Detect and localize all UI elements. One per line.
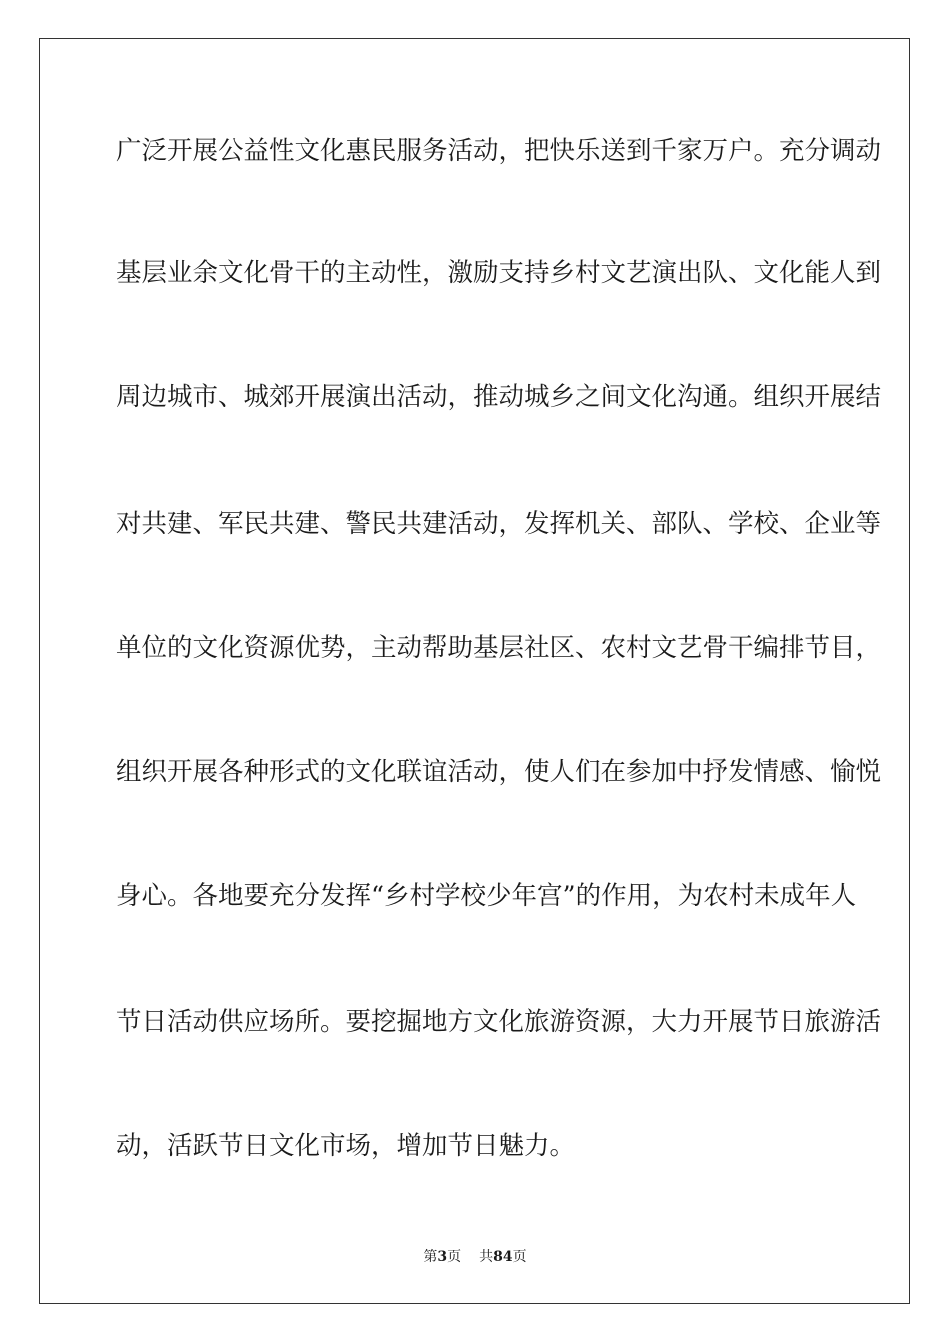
body-text-line: 动，活跃节日文化市场，增加节日魅力。 <box>116 1131 576 1161</box>
page-footer <box>0 1248 950 1266</box>
body-text-line: 身心。各地要充分发挥“乡村学校少年宫”的作用，为农村未成年人 <box>116 881 857 911</box>
page-suffix: 页 <box>447 1249 462 1265</box>
total-prefix: 共 <box>479 1249 494 1265</box>
body-text-line: 节日活动供应场所。要挖掘地方文化旅游资源，大力开展节日旅游活 <box>116 1007 882 1037</box>
body-text-line: 对共建、军民共建、警民共建活动，发挥机关、部队、学校、企业等 <box>116 509 882 539</box>
page-number: 3 <box>437 1249 448 1265</box>
total-suffix: 页 <box>512 1249 527 1265</box>
body-text-line: 组织开展各种形式的文化联谊活动，使人们在参加中抒发情感、愉悦 <box>116 757 882 787</box>
total-pages: 84 <box>493 1249 513 1265</box>
page-prefix: 第 <box>423 1249 438 1265</box>
body-text-line: 广泛开展公益性文化惠民服务活动，把快乐送到千家万户。充分调动 <box>116 136 882 166</box>
body-text-line: 基层业余文化骨干的主动性，激励支持乡村文艺演出队、文化能人到 <box>116 258 882 288</box>
body-text-line: 周边城市、城郊开展演出活动，推动城乡之间文化沟通。组织开展结 <box>116 382 882 412</box>
body-text-line: 单位的文化资源优势，主动帮助基层社区、农村文艺骨干编排节目， <box>116 633 882 663</box>
page-border <box>39 38 910 1304</box>
